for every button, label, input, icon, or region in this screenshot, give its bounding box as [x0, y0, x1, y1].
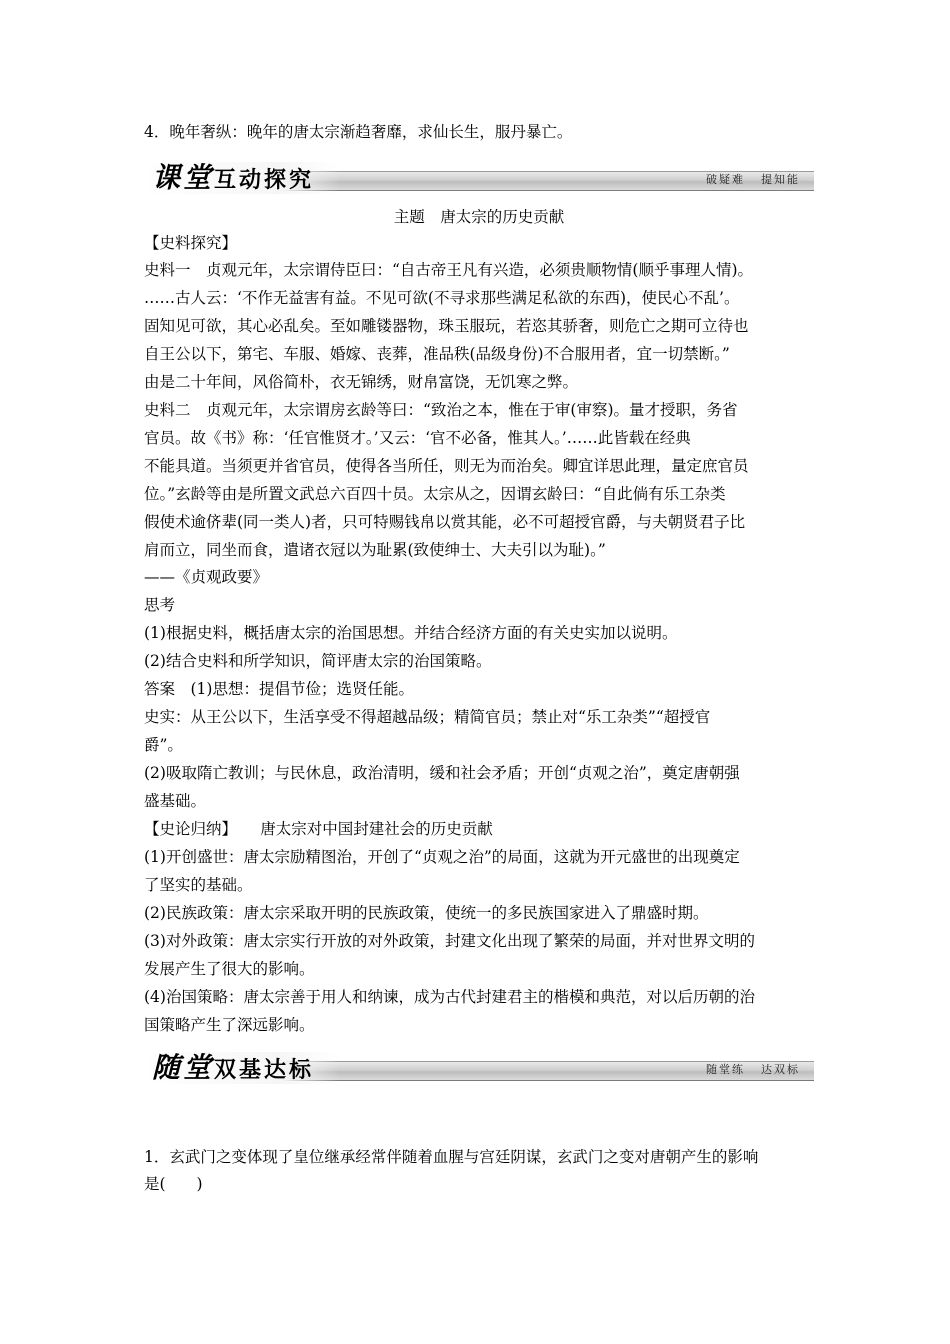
source2-line: 肩而立，同坐而食，遣诸衣冠以为耻累(致使绅士、大夫引以为耻)。” [144, 541, 606, 559]
answer-line: 史实：从王公以下，生活享受不得超越品级；精简官员；禁止对“乐工杂类”“超授官 [144, 708, 711, 726]
summary-line: 国策略产生了深远影响。 [144, 1016, 315, 1034]
question-line: (1)根据史料，概括唐太宗的治国思想。并结合经济方面的有关史实加以说明。 [144, 624, 678, 642]
question-line: 1．玄武门之变体现了皇位继承经常伴随着血腥与宫廷阴谋，玄武门之变对唐朝产生的影响 [144, 1148, 759, 1166]
banner-title-char: 随 [152, 1051, 184, 1084]
source2-line: 假使术逾侪辈(同一类人)者，只可特赐钱帛以赏其能，必不可超授官爵，与夫朝贤君子比 [144, 513, 746, 531]
answer-line: 爵”。 [144, 736, 183, 754]
summary-line: 发展产生了很大的影响。 [144, 960, 315, 978]
source2-line: 位。”玄龄等由是所置文武总六百四十员。太宗从之，因谓玄龄曰：“自此倘有乐工杂类 [144, 485, 726, 503]
source1-line: ……古人云：‘不作无益害有益。不见可欲(不寻求那些满足私欲的东西)，使民心不乱’。 [144, 289, 740, 307]
banner-tag [706, 173, 800, 187]
banner-title [144, 162, 340, 194]
summary-heading: 【史论归纳】 唐太宗对中国封建社会的历史贡献 [144, 820, 493, 838]
summary-line: (3)对外政策：唐太宗实行开放的对外政策，封建文化出现了繁荣的局面，并对世界文明的 [144, 932, 755, 950]
section-banner-practice [144, 1051, 814, 1084]
source1-line: 自王公以下，第宅、车服、婚嫁、丧葬，准品秩(品级身份)不合服用者，宜一切禁断。” [144, 345, 730, 363]
answer-line: 答案 (1)思想：提倡节俭；选贤任能。 [144, 680, 414, 698]
topic-heading: 主题 唐太宗的历史贡献 [393, 208, 565, 226]
source1-line: 史料一 贞观元年，太宗谓侍臣曰：“自古帝王凡有兴造，必须贵顺物情(顺乎事理人情)。 [144, 261, 754, 279]
answer-line: (2)吸取隋亡教训；与民休息，政治清明，缓和社会矛盾；开创“贞观之治”，奠定唐朝强 [144, 764, 740, 782]
banner-title-rest: 互动探究 [214, 167, 315, 193]
source2-line: 不能具道。当须更并省官员，使得各当所任，则无为而治矣。卿宜详思此理，量定庶官员 [144, 457, 749, 475]
summary-line: (1)开创盛世：唐太宗励精图治，开创了“贞观之治”的局面，这就为开元盛世的出现奠定 [144, 848, 740, 866]
source-reference: ——《贞观政要》 [144, 568, 269, 586]
section-banner-classroom [144, 161, 814, 194]
summary-line: (4)治国策略：唐太宗善于用人和纳谏，成为古代封建君主的楷模和典范，对以后历朝的治 [144, 988, 755, 1006]
question-line: (2)结合史料和所学知识，简评唐太宗的治国策略。 [144, 652, 492, 670]
question-line: 是( ) [144, 1175, 203, 1193]
banner-tag [706, 1063, 800, 1077]
banner-title-char: 堂 [183, 1051, 215, 1084]
banner-tag-2: 提知能 [761, 173, 800, 186]
banner-tag-1: 破疑难 [706, 173, 745, 186]
source2-line: 史料二 贞观元年，太宗谓房玄龄等曰：“致治之本，惟在于审(审察)。量才授职，务省 [144, 401, 738, 419]
banner-title-rest: 双基达标 [214, 1057, 315, 1083]
source1-line: 固知见可欲，其心必乱矣。至如雕镂器物，珠玉服玩，若恣其骄奢，则危亡之期可立待也 [144, 317, 749, 335]
banner-tag-1: 随堂练 [706, 1063, 745, 1076]
banner-title-char: 堂 [183, 161, 215, 194]
section-heading: 【史料探究】 [144, 234, 238, 252]
banner-title [144, 1052, 340, 1084]
banner-tag-2: 达双标 [761, 1063, 800, 1076]
summary-line: 了坚实的基础。 [144, 876, 253, 894]
banner-title-char: 课 [152, 161, 184, 194]
answer-line: 盛基础。 [144, 792, 207, 810]
summary-line: (2)民族政策：唐太宗采取开明的民族政策，使统一的多民族国家进入了鼎盛时期。 [144, 904, 709, 922]
source2-line: 官员。故《书》称：‘任官惟贤才。’又云：‘官不必备，惟其人。’……此皆载在经典 [144, 429, 691, 447]
source1-line: 由是二十年间，风俗简朴，衣无锦绣，财帛富饶，无饥寒之弊。 [144, 373, 579, 391]
think-label: 思考 [144, 596, 176, 614]
text-line: 4．晚年奢纵：晚年的唐太宗渐趋奢靡，求仙长生，服丹暴亡。 [144, 123, 573, 141]
